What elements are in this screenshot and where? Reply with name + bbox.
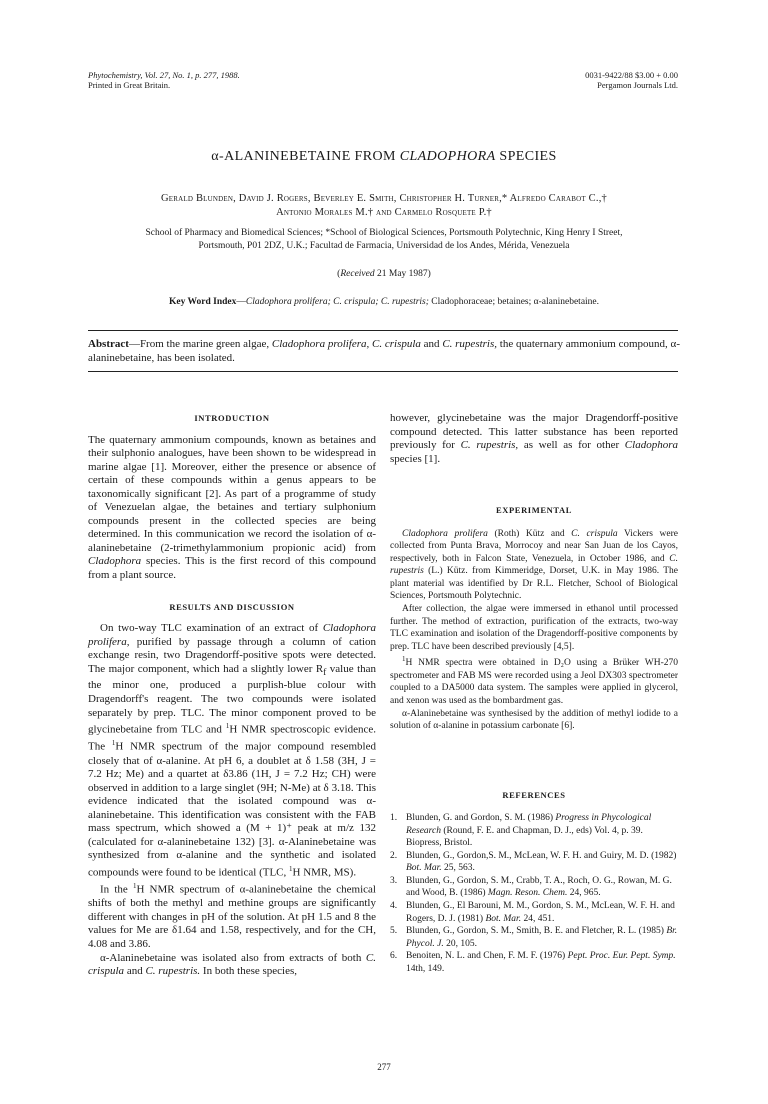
results-paragraph-2: In the $^1$H NMR spectrum of α-alaninebetaine the chemical shifts of both the methyl and methine groups are significantly different with changes in pH of the solution. At pH 1.5 and 8 the values for Me are δ1.64 and 1.58, respectively, and for the CH, 4.08 and 3.86.	[88, 882, 376, 950]
reference-item: 4. Blunden, G., El Barouni, M. M., Gordon, S. M., McLean, W. F. H. and Rogers, D. J. (1981) Bot. Mar. 24, 451.	[390, 901, 675, 924]
reference-item: 6. Benoiten, N. L. and Chen, F. M. F. (1976) Pept. Proc. Eur. Pept. Symp. 14th, 149.	[390, 951, 676, 974]
experimental-section	[390, 528, 678, 733]
publisher-header	[585, 70, 678, 90]
page-number: 277	[377, 1062, 391, 1072]
results-paragraph-3: α-Alaninebetaine was isolated also from extracts of both C. crispula and C. rupestris. In both these species,	[88, 951, 376, 978]
results-continuation: however, glycinebetaine was the major Dragendorff-positive compound detected. This latter substance has been reported previously for C. rupestris, as well as for other Cladophora species [1].	[390, 412, 678, 465]
abstract: Abstract—From the marine green algae, Cladophora prolifera, C. crispula and C. rupestris, the quaternary ammonium compound, α-alaninebetaine, has been isolated.	[88, 338, 680, 364]
author-list: Gerald Blunden, David J. Rogers, Beverley E. Smith, Christopher H. Turner,* Alfredo Carabot C.,† Antonio Morales M.† and Carmelo Rosquete P.†	[161, 193, 607, 218]
intro-heading: INTRODUCTION	[194, 413, 270, 423]
experimental-heading: EXPERIMENTAL	[496, 505, 572, 516]
keyword-index: Key Word Index—Cladophora prolifera; C. crispula; C. rupestris; Cladophoraceae; betaines; α-alaninebetaine.	[168, 297, 600, 307]
intro-paragraph: The quaternary ammonium compounds, known as betaines and their sulphonio analogues, have been shown to be widespread in marine algae [1]. Moreover, either the presence or absence of certain of these compounds within a genus appears to be taxonomically significant [2]. As part of a programme of study of Venezuelan algae, the betaines and tertiary sulphonium compounds present in the collected species are being determined. In this communication we record the isolation of α-alaninebetaine (2-trimethylammonium propionic acid) from Cladophora species. This is the first record of this compound from a plant source.	[88, 433, 376, 582]
paper-title: α-ALANINEBETAINE FROM CLADOPHORA SPECIES	[211, 149, 557, 164]
reference-item: 2. Blunden, G., Gordon,S. M., McLean, W. F. H. and Guiry, M. D. (1982) Bot. Mar. 25, 563.	[390, 850, 677, 874]
reference-number: 4.	[390, 901, 398, 912]
journal-header	[88, 70, 240, 90]
experimental-paragraph-1: Cladophora prolifera (Roth) Kütz and C. crispula Vickers were collected from Punta Brava, Morrocoy and near San Juan de los Cayos, respectively, both in Falcon State, Venezuela, in October 1986, and C. rupestris (L.) Kütz. from Kimmeridge, Dorset, U.K. in May 1986. The plant material was identified by Dr R.L. Fletcher, School of Biological Sciences, Portsmouth Polytechnic.	[390, 528, 678, 602]
right-column	[390, 412, 678, 975]
abstract-bottom-rule	[88, 371, 678, 372]
reference-number: 6.	[390, 951, 398, 962]
journal-citation: Phytochemistry, Vol. 27, No. 1, p. 277, 1988.	[88, 70, 240, 80]
reference-list	[390, 812, 678, 975]
experimental-paragraph-4: α-Alaninebetaine was synthesised by the addition of methyl iodide to a solution of α-alanine in potassium carbonate [6].	[390, 708, 678, 732]
results-heading: RESULTS AND DISCUSSION	[169, 601, 295, 612]
reference-number: 1.	[390, 813, 398, 824]
printed-note: Printed in Great Britain.	[88, 80, 171, 90]
received-date: (Received 21 May 1987)	[337, 269, 431, 279]
references-heading: REFERENCES	[502, 789, 566, 800]
left-column	[88, 412, 376, 979]
reference-number: 2.	[390, 850, 398, 861]
reference-number: 5.	[390, 926, 398, 937]
experimental-paragraph-2: After collection, the algae were immersed in ethanol until processed further. The method of extraction, purification of the extracts, two-way TLC examination and isolation of the Dragendorff-positive components by prep. TLC have been described previously [4,5].	[390, 604, 678, 652]
issn-code: 0031-9422/88 $3.00 + 0.00	[585, 70, 678, 80]
reference-item: 5. Blunden, G., Gordon, S. M., Smith, B. E. and Fletcher, R. L. (1985) Br. Phycol. J. 20, 105.	[390, 926, 678, 949]
reference-item: 3. Blunden, G., Gordon, S. M., Crabb, T. A., Roch, O. G., Rowan, M. G. and Wood, B. (1986) Magn. Reson. Chem. 24, 965.	[390, 875, 672, 899]
reference-number: 3.	[390, 875, 398, 886]
experimental-paragraph-3: $^1$H NMR spectra were obtained in D₂O using a Brüker WH-270 spectrometer and FAB MS were recorded using a Jeol DX303 spectrometer coupled to a DA5000 data system. The samples were applied in glycerol, and xenon was used as the bombardment gas.	[390, 655, 678, 706]
title-genus: CLADOPHORA	[399, 149, 496, 164]
results-paragraph-1: On two-way TLC examination of an extract of Cladophora prolifera, purified by passage through a column of cation exchange resin, two Dragendorff-positive spots were detected. The major component, which had a slightly lower $R_f$ value than the minor one, produced a purplish-blue colour with Dragendorff's reagent. The two compounds were isolated separately by prep. TLC. The minor component proved to be glycinebetaine from TLC and $^1$H NMR spectroscopic evidence. The $^1$H NMR spectrum of the major compound resembled closely that of α-alanine. At pH 6, a doublet at δ 1.58 (3H, J = 7.2 Hz; Me) and a quartet at δ3.86 (1H, J = 7.2 Hz; CH) were observed in addition to a large singlet (9H; N-Me) at δ 3.18. This evidence indicated that the isolated compound was α-alaninebetaine. This identification was consistent with the FAB mass spectrum, which showed a (M + 1)⁺ peak at m/z 132 (calculated for α-alaninebetaine 132) [3]. α-Alaninebetaine was synthesized from α-alanine and the synthetic and isolated compounds were found to be identical (TLC, $^1$H NMR, MS).	[88, 622, 377, 879]
reference-item: 1. Blunden, G. and Gordon, S. M. (1986) Progress in Phycological Research (Round, F. E. and Chapman, D. J., eds) Vol. 4, p. 39. Biopress, Bristol.	[390, 813, 652, 849]
abstract-top-rule	[88, 330, 678, 331]
publisher-name: Pergamon Journals Ltd.	[597, 80, 678, 90]
affiliations: School of Pharmacy and Biomedical Sciences; *School of Biological Sciences, Portsmouth Polytechnic, King Henry I Street, Portsmouth, P01 2DZ, U.K.; Facultad de Farmacia, Universidad de los Andes, Mérida, Venezuela	[145, 228, 623, 251]
